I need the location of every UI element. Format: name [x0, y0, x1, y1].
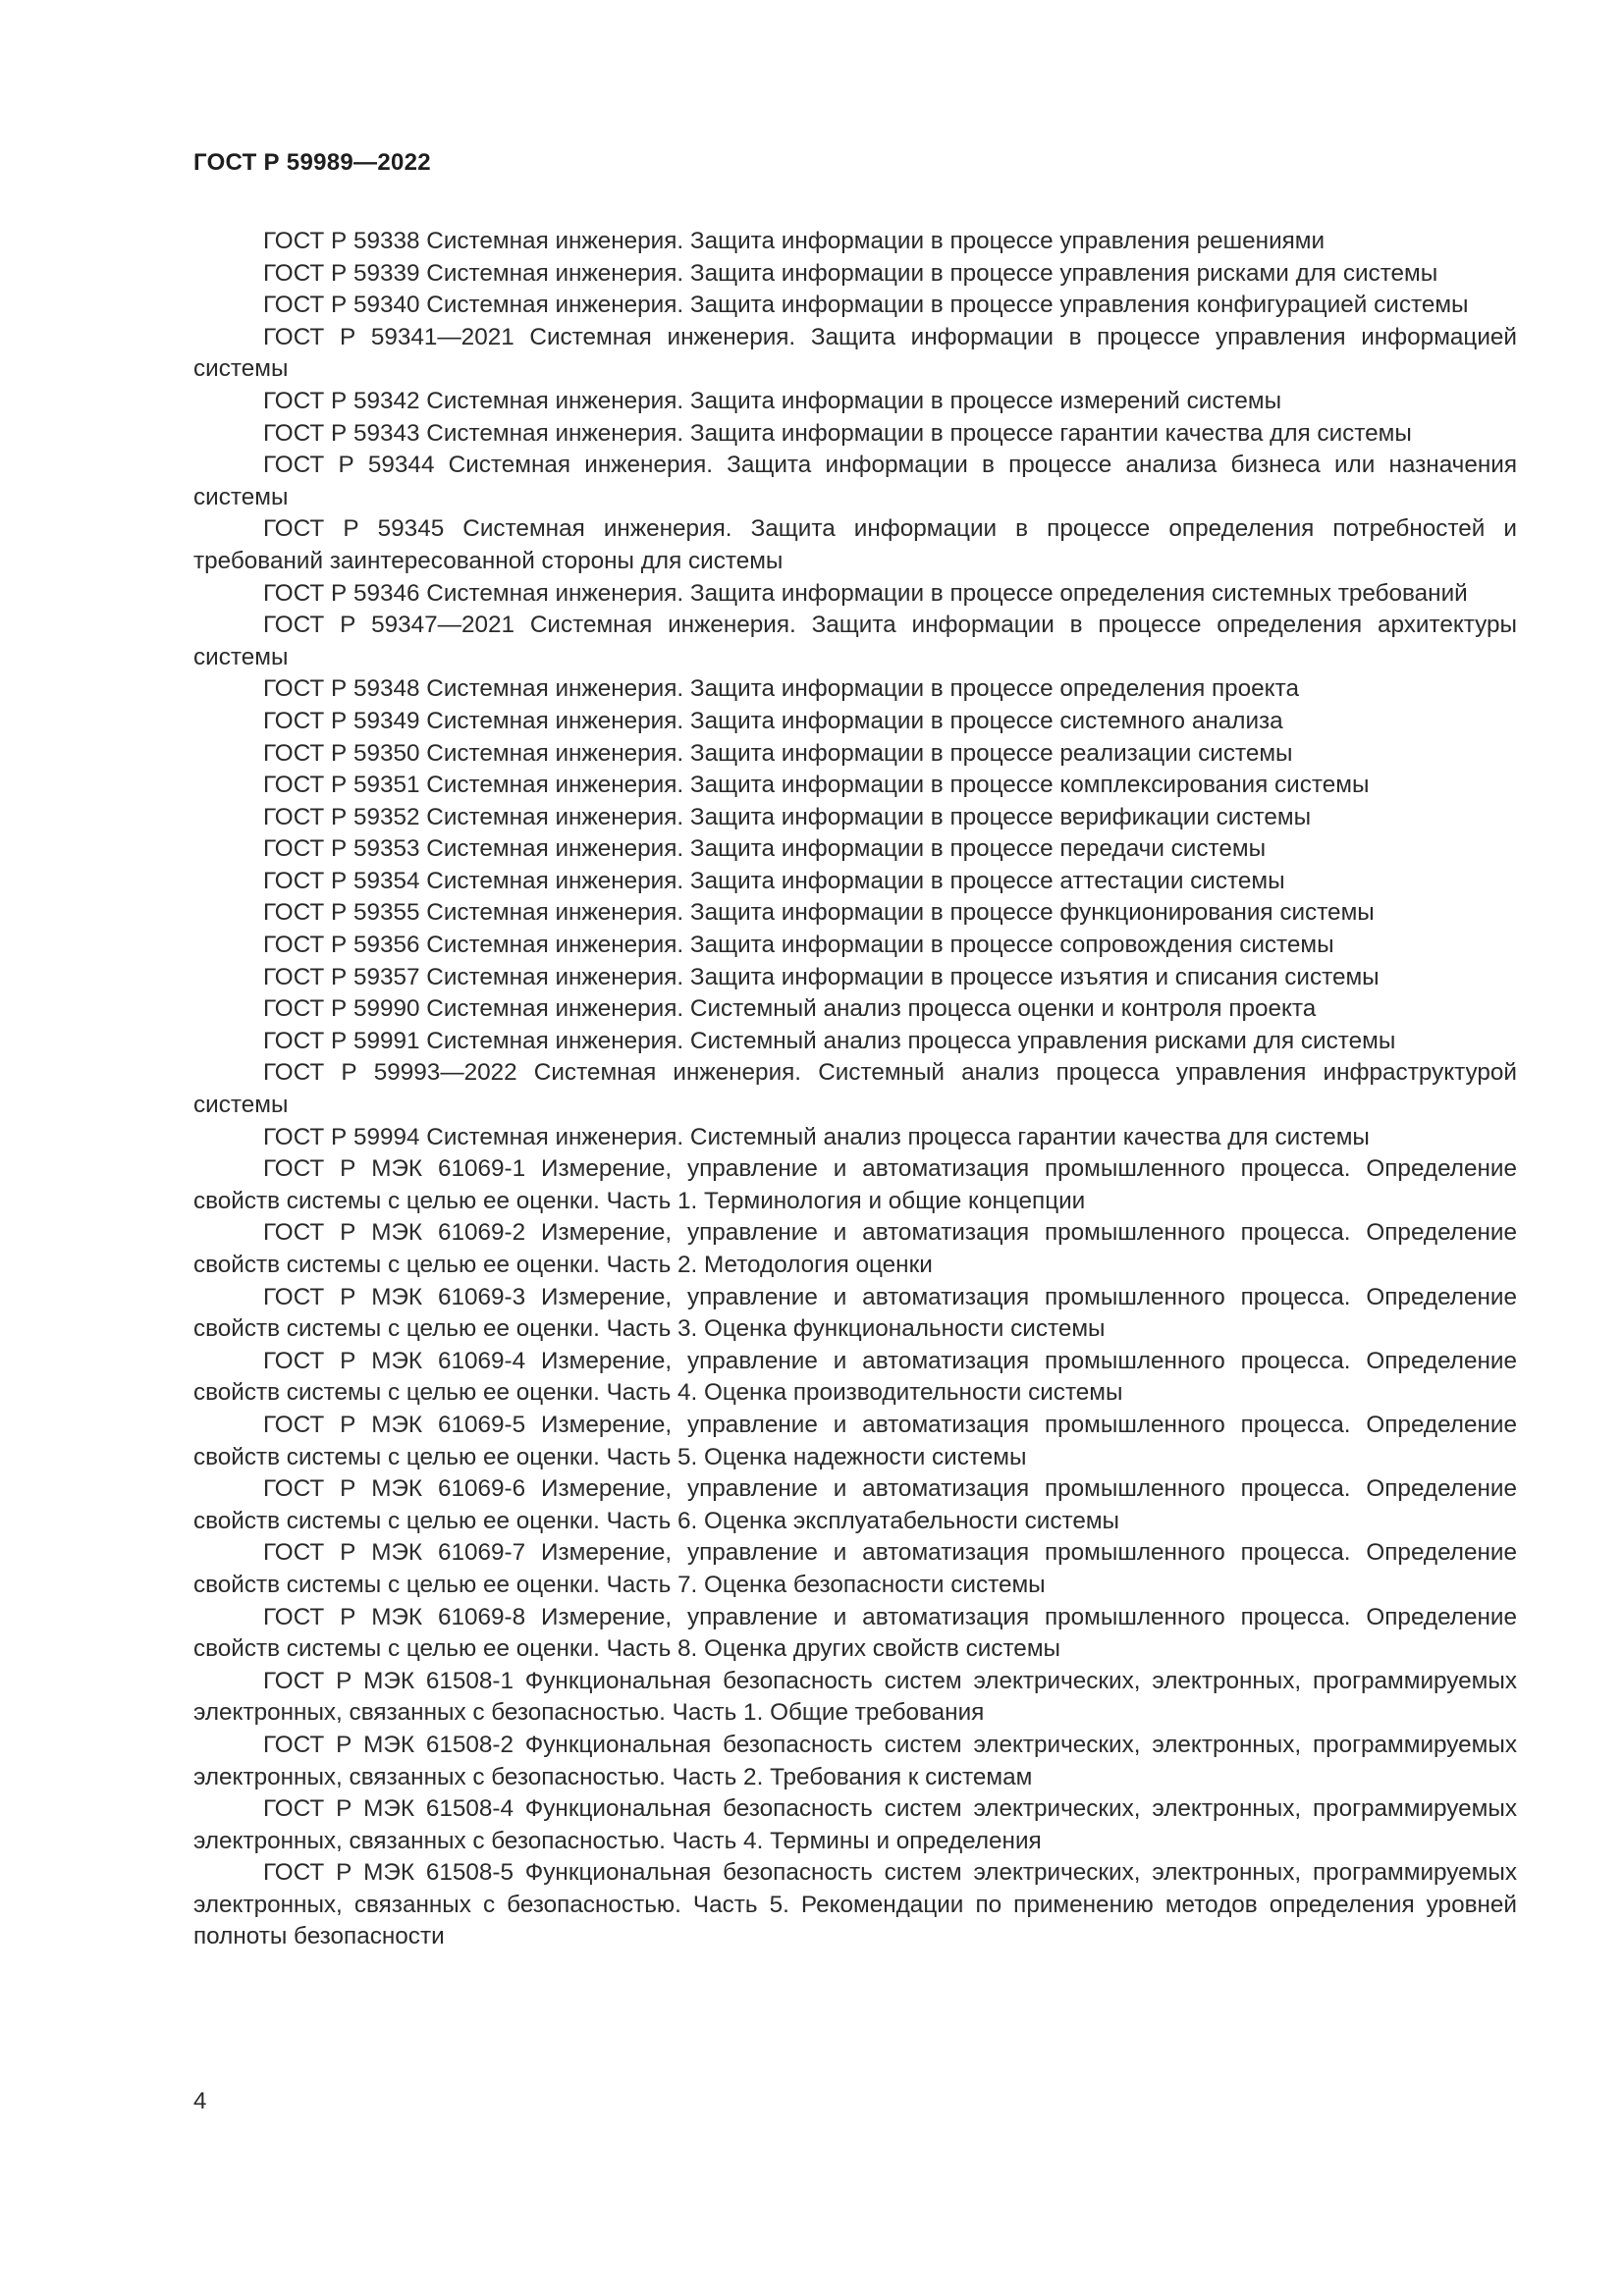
reference-item: ГОСТ Р 59350 Системная инженерия. Защита информации в процессе реализации системы — [263, 739, 1293, 767]
reference-item: ГОСТ Р МЭК 61069-2 Измерение, управление и автоматизация промышленного процесса. Определение свойств системы с целью ее оценки. Часть 2. Методология оценки — [193, 1219, 1517, 1278]
reference-item: ГОСТ Р 59338 Системная инженерия. Защита информации в процессе управления решениями — [263, 228, 1326, 254]
reference-item: ГОСТ Р 59990 Системная инженерия. Системный анализ процесса оценки и контроля проекта — [263, 995, 1317, 1023]
normative-references-list — [193, 226, 1517, 1953]
document-header-title: ГОСТ Р 59989—2022 — [193, 149, 431, 176]
reference-item: ГОСТ Р 59994 Системная инженерия. Системный анализ процесса гарантии качества для системы — [263, 1123, 1370, 1150]
reference-item: ГОСТ Р МЭК 61069-3 Измерение, управление и автоматизация промышленного процесса. Определение свойств системы с целью ее оценки. Часть 3. Оценка функциональности системы — [193, 1283, 1517, 1343]
reference-item: ГОСТ Р 59346 Системная инженерия. Защита информации в процессе определения системных требований — [263, 579, 1468, 607]
reference-item: ГОСТ Р 59354 Системная инженерия. Защита информации в процессе аттестации системы — [263, 867, 1285, 894]
reference-item: ГОСТ Р 59349 Системная инженерия. Защита информации в процессе системного анализа — [263, 707, 1283, 734]
reference-item: ГОСТ Р МЭК 61069-4 Измерение, управление и автоматизация промышленного процесса. Определение свойств системы с целью ее оценки. Часть 4. Оценка производительности системы — [193, 1347, 1517, 1407]
reference-item: ГОСТ Р МЭК 61508-4 Функциональная безопасность систем электрических, электронных, программируемых электронных, связанных с безопасностью. Часть 4. Термины и определения — [193, 1795, 1517, 1854]
reference-item: ГОСТ Р МЭК 61069-8 Измерение, управление и автоматизация промышленного процесса. Определение свойств системы с целью ее оценки. Часть 8. Оценка других свойств системы — [193, 1603, 1517, 1663]
reference-item: ГОСТ Р 59991 Системная инженерия. Системный анализ процесса управления рисками для системы — [263, 1027, 1396, 1054]
reference-item: ГОСТ Р 59345 Системная инженерия. Защита информации в процессе определения потребностей и требований заинтересованной стороны для системы — [193, 515, 1517, 574]
reference-item: ГОСТ Р 59355 Системная инженерия. Защита информации в процессе функционирования системы — [263, 899, 1375, 927]
reference-item: ГОСТ Р 59351 Системная инженерия. Защита информации в процессе комплексирования системы — [263, 772, 1370, 799]
reference-item: ГОСТ Р МЭК 61508-5 Функциональная безопасность систем электрических, электронных, программируемых электронных, связанных с безопасностью. Часть 5. Рекомендации по применению методов определения уровней полноты безопасности — [193, 1859, 1517, 1950]
reference-item: ГОСТ Р 59342 Системная инженерия. Защита информации в процессе измерений системы — [263, 387, 1282, 414]
reference-item: ГОСТ Р 59356 Системная инженерия. Защита информации в процессе сопровождения системы — [263, 932, 1334, 959]
reference-item: ГОСТ Р МЭК 61069-6 Измерение, управление и автоматизация промышленного процесса. Определение свойств системы с целью ее оценки. Часть 6. Оценка эксплуатабельности системы — [193, 1475, 1517, 1534]
reference-item: ГОСТ Р МЭК 61069-5 Измерение, управление и автоматизация промышленного процесса. Определение свойств системы с целью ее оценки. Часть 5. Оценка надежности системы — [193, 1411, 1517, 1470]
page-number: 4 — [193, 2088, 207, 2114]
reference-item: ГОСТ Р 59348 Системная инженерия. Защита информации в процессе определения проекта — [263, 675, 1299, 703]
reference-item: ГОСТ Р МЭК 61069-1 Измерение, управление и автоматизация промышленного процесса. Определение свойств системы с целью ее оценки. Часть 1. Терминология и общие концепции — [193, 1155, 1517, 1214]
reference-item: ГОСТ Р 59357 Системная инженерия. Защита информации в процессе изъятия и списания системы — [263, 963, 1380, 990]
reference-item: ГОСТ Р 59344 Системная инженерия. Защита информации в процессе анализа бизнеса или назначения системы — [193, 452, 1517, 510]
reference-item: ГОСТ Р 59352 Системная инженерия. Защита информации в процессе верификации системы — [263, 803, 1312, 830]
reference-item: ГОСТ Р 59993—2022 Системная инженерия. Системный анализ процесса управления инфраструктурой системы — [193, 1059, 1517, 1119]
reference-item: ГОСТ Р МЭК 61508-2 Функциональная безопасность систем электрических, электронных, программируемых электронных, связанных с безопасностью. Часть 2. Требования к системам — [193, 1731, 1517, 1790]
reference-item: ГОСТ Р МЭК 61508-1 Функциональная безопасность систем электрических, электронных, программируемых электронных, связанных с безопасностью. Часть 1. Общие требования — [193, 1667, 1517, 1727]
reference-item: ГОСТ Р 59343 Системная инженерия. Защита информации в процессе гарантии качества для системы — [263, 419, 1412, 447]
reference-item: ГОСТ Р 59341—2021 Системная инженерия. Защита информации в процессе управления информацией системы — [193, 323, 1517, 383]
reference-item: ГОСТ Р 59347—2021 Системная инженерия. Защита информации в процессе определения архитектуры системы — [193, 612, 1517, 670]
reference-item: ГОСТ Р МЭК 61069-7 Измерение, управление и автоматизация промышленного процесса. Определение свойств системы с целью ее оценки. Часть 7. Оценка безопасности системы — [193, 1539, 1517, 1598]
reference-item: ГОСТ Р 59340 Системная инженерия. Защита информации в процессе управления конфигурацией системы — [263, 292, 1469, 319]
reference-item: ГОСТ Р 59339 Системная инженерия. Защита информации в процессе управления рисками для системы — [263, 259, 1438, 287]
reference-item: ГОСТ Р 59353 Системная инженерия. Защита информации в процессе передачи системы — [263, 835, 1267, 863]
